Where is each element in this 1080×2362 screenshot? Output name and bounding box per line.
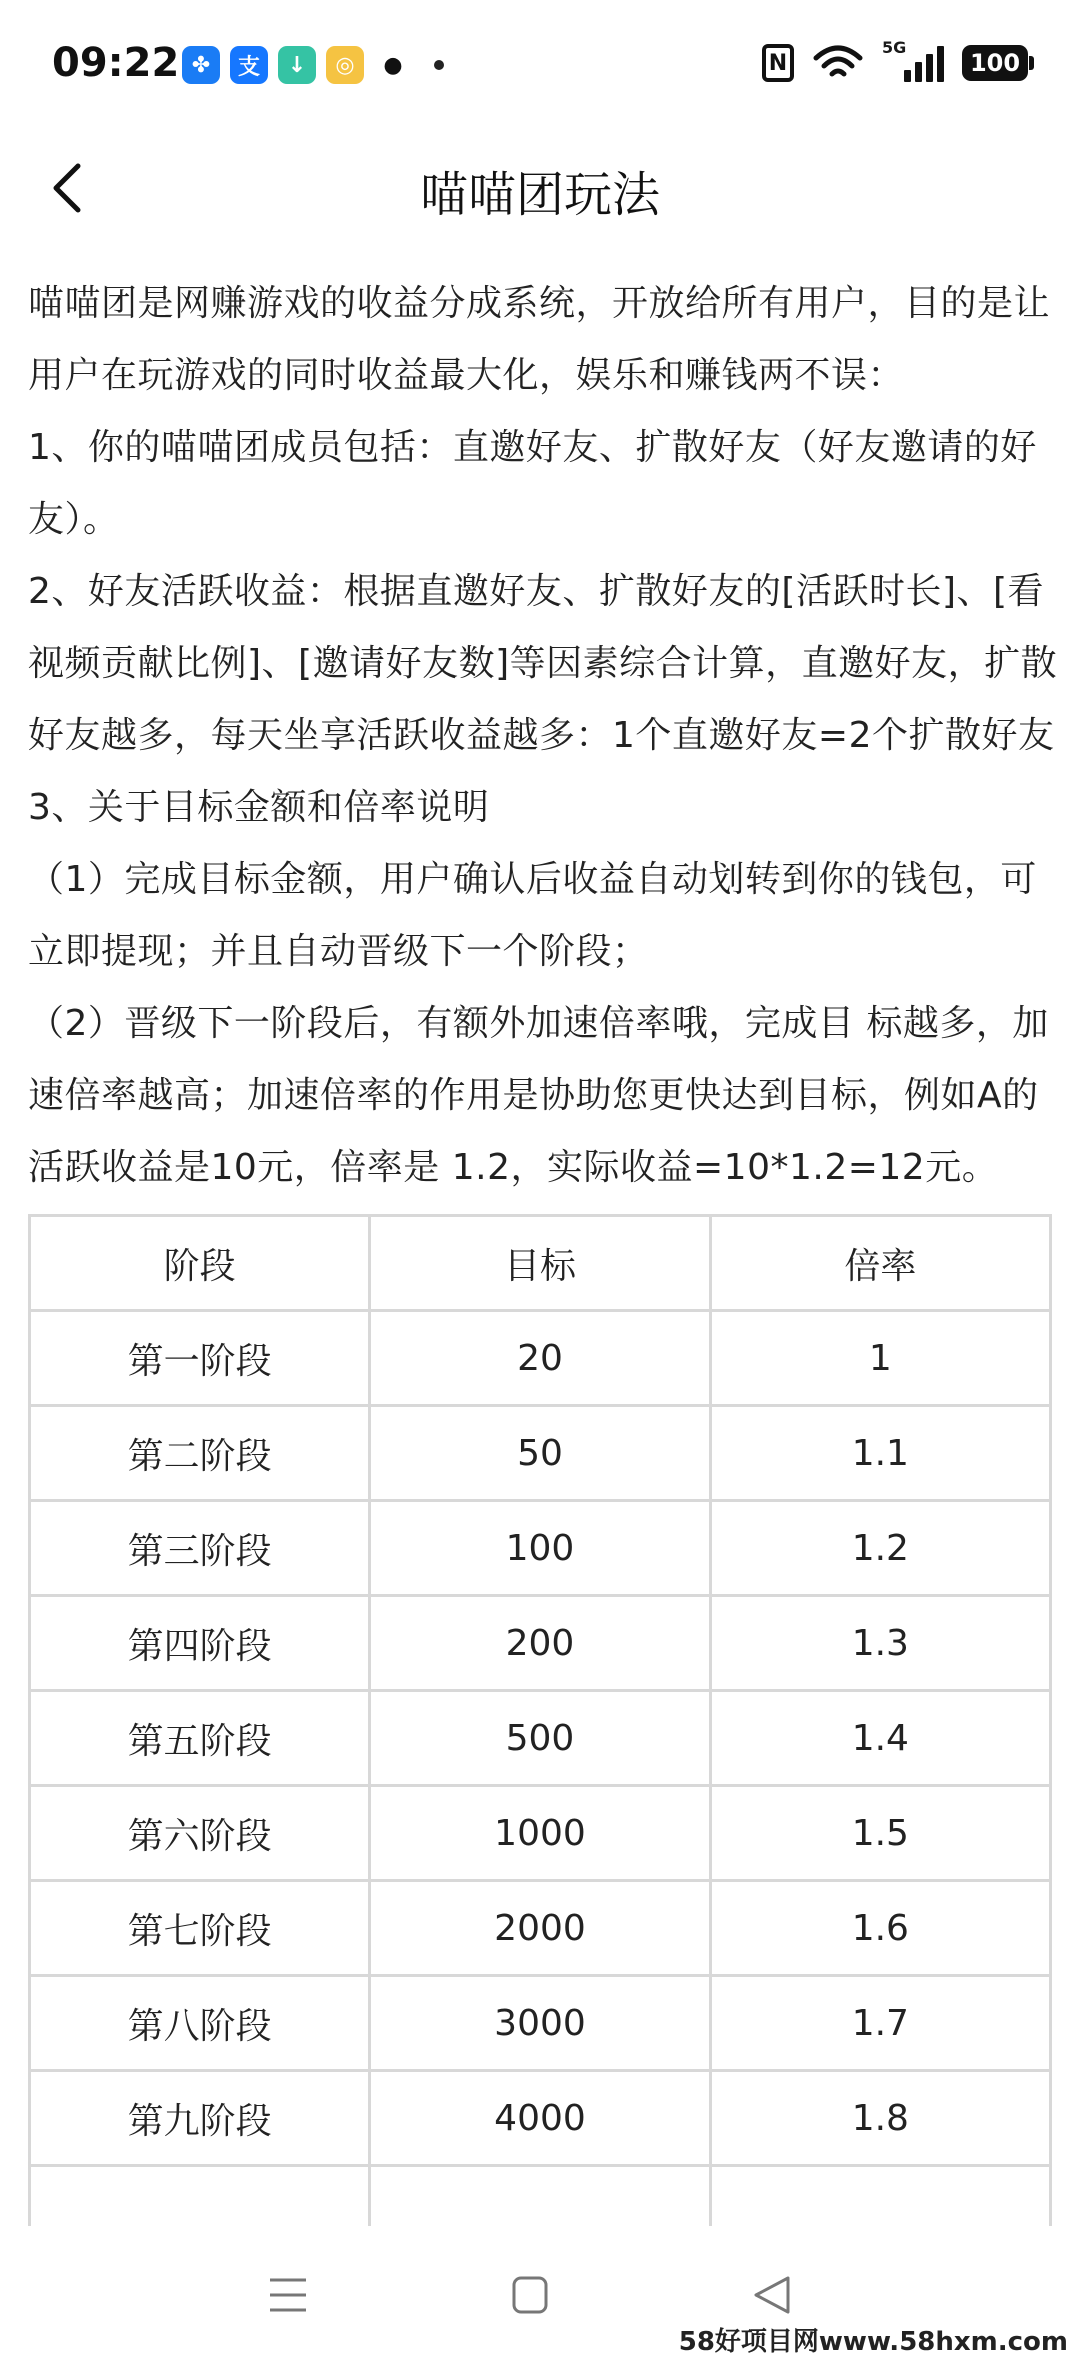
page-header [0, 130, 1080, 250]
network-type-label: 5G [882, 38, 907, 57]
status-bar [0, 0, 1080, 132]
table-row [30, 2071, 1051, 2166]
qq-app-icon: ● [374, 46, 412, 84]
table-row [30, 1311, 1051, 1406]
target-cell: 100 [370, 1501, 710, 1596]
home-square-icon[interactable] [500, 2270, 560, 2320]
menu-icon[interactable] [258, 2270, 318, 2320]
target-cell: 4000 [370, 2071, 710, 2166]
stage-cell: 第三阶段 [30, 1501, 370, 1596]
cell-signal-icon [882, 38, 944, 82]
multiplier-cell: 1.8 [710, 2071, 1050, 2166]
stage-cell: 第七阶段 [30, 1881, 370, 1976]
pinwheel-app-icon: ✤ [182, 46, 220, 84]
stage-table-container[interactable] [28, 1214, 1052, 2226]
multiplier-cell: 1.2 [710, 1501, 1050, 1596]
multiplier-cell: 1.7 [710, 1976, 1050, 2071]
table-row [30, 1976, 1051, 2071]
alipay-app-icon: 支 [230, 46, 268, 84]
table-row [30, 1691, 1051, 1786]
rule-3-heading: 3、关于目标金额和倍率说明 [28, 787, 490, 828]
more-notifications-dot-icon [434, 60, 444, 70]
stage-cell: 第五阶段 [30, 1691, 370, 1786]
system-icons [762, 38, 1028, 82]
table-row [30, 1881, 1051, 1976]
target-cell: 200 [370, 1596, 710, 1691]
stage-cell: 第四阶段 [30, 1596, 370, 1691]
battery-icon [962, 45, 1028, 81]
intro-paragraph: 喵喵团是网赚游戏的收益分成系统，开放给所有用户，目的是让用户在玩游戏的同时收益最大化，娱乐和赚钱两不误： [28, 283, 1051, 396]
rule-3-item-1: （1）完成目标金额，用户确认后收益自动划转到你的钱包，可立即提现；并且自动晋级下一个阶段； [28, 859, 1037, 972]
watermark-text: 58好项目网www.58hxm.com [678, 2327, 1068, 2357]
stage-table [28, 1214, 1052, 2226]
table-row [30, 1786, 1051, 1881]
wifi-icon [812, 44, 864, 82]
notification-app-icons [182, 46, 444, 84]
multiplier-cell: 1.4 [710, 1691, 1050, 1786]
rule-1-paragraph: 1、你的喵喵团成员包括：直邀好友、扩散好友（好友邀请的好友）。 [28, 427, 1037, 540]
nfc-icon: N [762, 44, 794, 82]
rule-2-paragraph: 2、好友活跃收益：根据直邀好友、扩散好友的[活跃时长]、[看视频贡献比例]、[邀请好友数]等因素综合计算，直邀好友，扩散好友越多，每天坐享活跃收益越多：1个直邀好友=2个扩散好友 [28, 571, 1058, 756]
weibo-app-icon: ◎ [326, 46, 364, 84]
page-title: 喵喵团玩法 [419, 167, 660, 223]
target-cell: 1000 [370, 1786, 710, 1881]
download-app-icon: ↓ [278, 46, 316, 84]
stage-cell: 第二阶段 [30, 1406, 370, 1501]
column-header-target: 目标 [370, 1216, 710, 1311]
rules-description [28, 268, 1058, 1204]
stage-cell: 第八阶段 [30, 1976, 370, 2071]
table-row [30, 1406, 1051, 1501]
column-header-stage: 阶段 [30, 1216, 370, 1311]
multiplier-cell: 1 [710, 1311, 1050, 1406]
target-cell: 3000 [370, 1976, 710, 2071]
multiplier-cell: 1.3 [710, 1596, 1050, 1691]
status-time: 09:22 [52, 40, 180, 86]
system-navigation-bar [0, 2226, 1080, 2362]
battery-level: 100 [969, 49, 1021, 77]
multiplier-cell: 1.6 [710, 1881, 1050, 1976]
table-row [30, 2166, 1051, 2227]
table-header-row [30, 1216, 1051, 1311]
table-row [30, 1596, 1051, 1691]
stage-cell: 第九阶段 [30, 2071, 370, 2166]
target-cell: 2000 [370, 1881, 710, 1976]
multiplier-cell: 1.5 [710, 1786, 1050, 1881]
target-cell: 20 [370, 1311, 710, 1406]
stage-cell: 第一阶段 [30, 1311, 370, 1406]
target-cell [370, 2166, 710, 2227]
multiplier-cell [710, 2166, 1050, 2227]
stage-cell [30, 2166, 370, 2227]
stage-cell: 第六阶段 [30, 1786, 370, 1881]
target-cell: 500 [370, 1691, 710, 1786]
multiplier-cell: 1.1 [710, 1406, 1050, 1501]
back-triangle-icon[interactable] [742, 2270, 802, 2320]
rule-3-item-2: （2）晋级下一阶段后，有额外加速倍率哦，完成目 标越多，加速倍率越高；加速倍率的作用是协助您更快达到目标，例如A的活跃收益是10元，倍率是 1.2，实际收益=10*1.2=12元。 [28, 1003, 1049, 1188]
column-header-multiplier: 倍率 [710, 1216, 1050, 1311]
table-row [30, 1501, 1051, 1596]
target-cell: 50 [370, 1406, 710, 1501]
